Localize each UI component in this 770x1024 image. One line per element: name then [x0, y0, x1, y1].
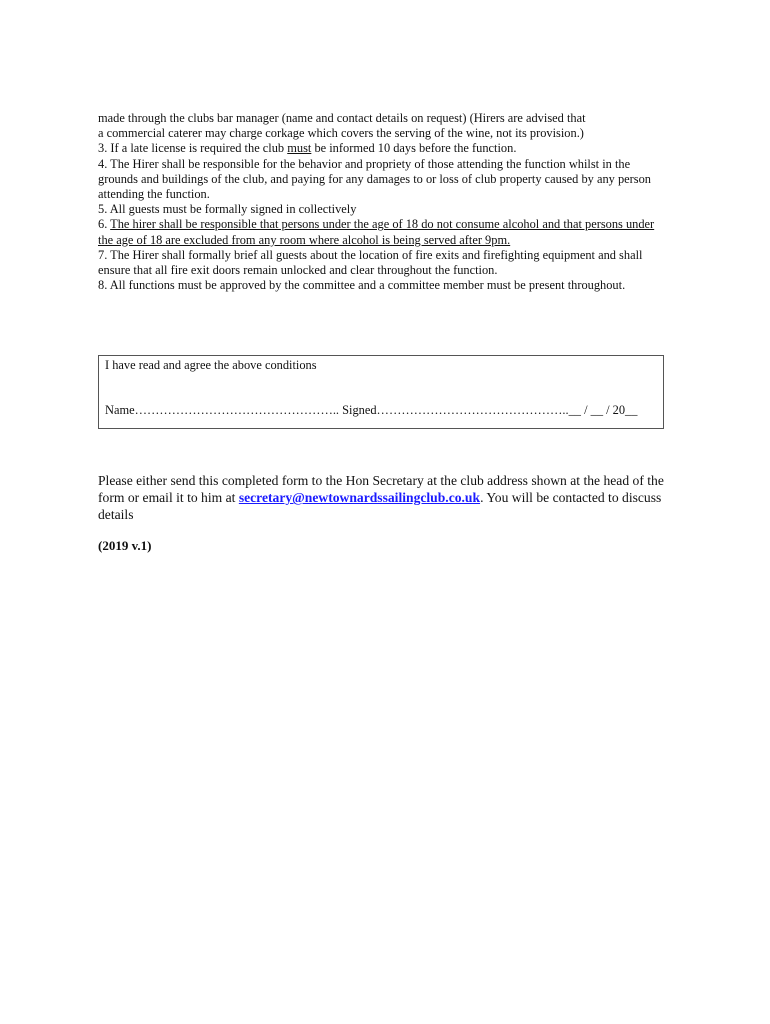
- condition-3: [98, 141, 658, 156]
- condition-6: [98, 217, 658, 247]
- agreement-box[interactable]: [98, 355, 664, 429]
- signature-line[interactable]: Name………………………………………….. Signed………………………………………..__ / __ / 20__: [105, 403, 638, 417]
- agreement-statement: I have read and agree the above conditions: [105, 358, 317, 372]
- secretary-email-link[interactable]: secretary@newtownardssailingclub.co.uk: [238, 490, 481, 506]
- condition-intro: [98, 111, 658, 141]
- condition-3-before: 3. If a late license is required the club: [98, 141, 288, 156]
- send-instructions-before: Please either send this completed form to the Hon Secretary at the club address shown at the head of the form or email it to him at: [98, 473, 664, 506]
- condition-4: 4. The Hirer shall be responsible for the behavior and propriety of those attending the function whilst in the grounds and buildings of the club, and paying for any damages to or loss of club property caused by any person attending the function.: [98, 156, 651, 202]
- condition-8: 8. All functions must be approved by the committee and a committee member must be present throughout.: [98, 278, 626, 293]
- condition-5: 5. All guests must be formally signed in collectively: [98, 202, 357, 217]
- send-instructions-after: . You will be contacted to discuss details: [98, 490, 662, 523]
- condition-6-text: The hirer shall be responsible that persons under the age of 18 do not consume alcohol and that persons under the age of 18 are excluded from any room where alcohol is being served after 9pm.: [98, 217, 655, 247]
- hire-conditions: [98, 111, 658, 293]
- condition-3-emphasis: must: [287, 141, 312, 156]
- condition-intro-line-1: made through the clubs bar manager (name and contact details on request) (Hirers are advised that: [98, 111, 586, 125]
- condition-7: 7. The Hirer shall formally brief all guests about the location of fire exits and firefighting equipment and shall ensure that all fire exit doors remain unlocked and clear throughout the function.: [98, 247, 643, 278]
- condition-6-number: 6.: [98, 217, 111, 232]
- condition-3-after: be informed 10 days before the function.: [311, 141, 517, 156]
- form-version: (2019 v.1): [98, 538, 152, 553]
- condition-intro-line-2: a commercial caterer may charge corkage which covers the serving of the wine, not its provision.): [98, 126, 584, 141]
- send-instructions: [98, 472, 668, 524]
